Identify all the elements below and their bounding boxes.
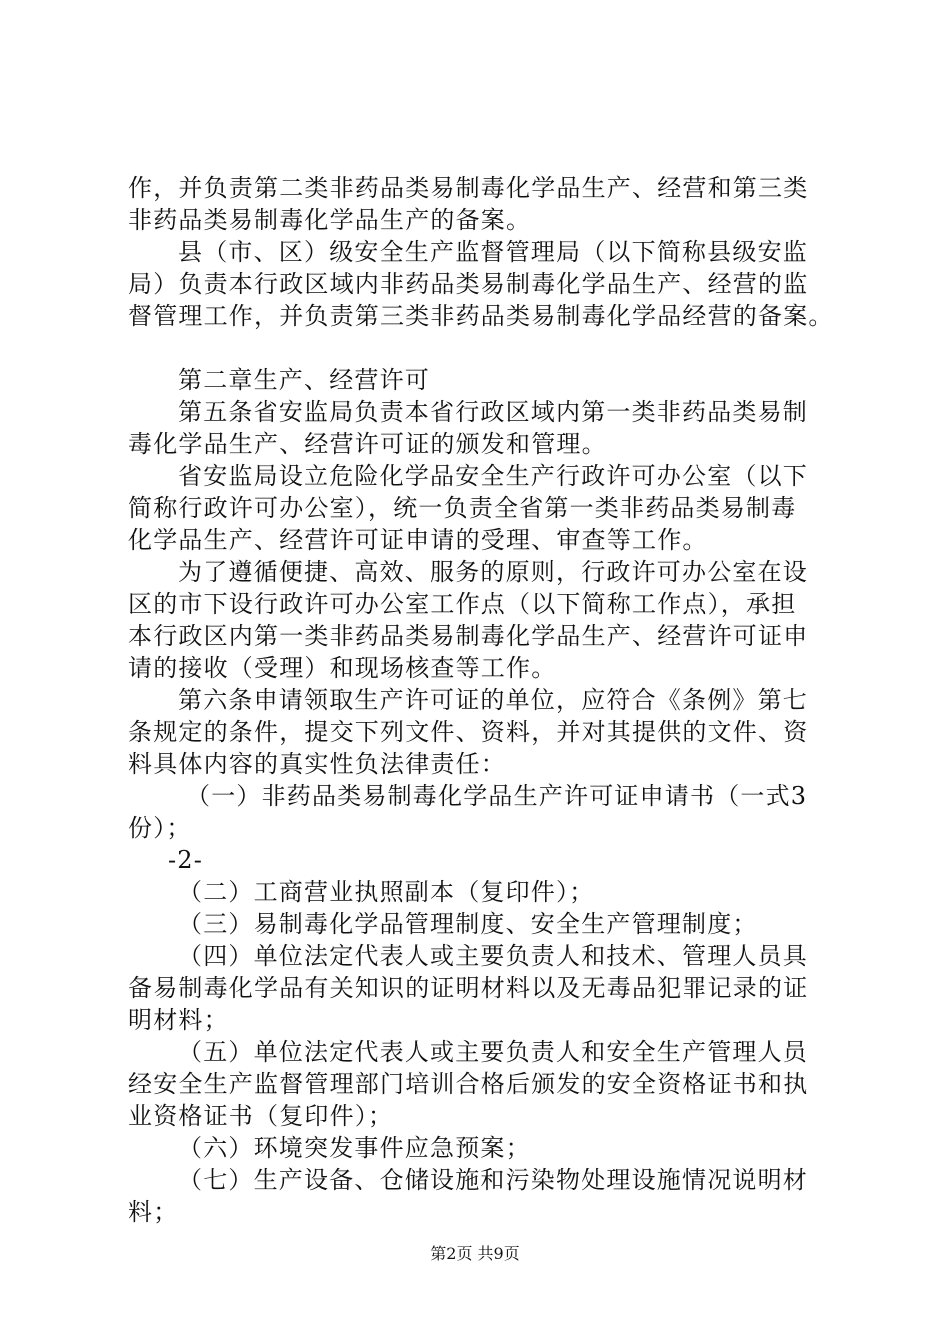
blank-line xyxy=(128,332,828,364)
article-6-start: 第六条申请领取生产许可证的单位，应符合《条例》第七 xyxy=(178,686,808,714)
text-line: 毒化学品生产、经营许可证的颁发和管理。 xyxy=(128,430,607,458)
article-5-start: 第五条省安监局负责本省行政区域内第一类非药品类易制 xyxy=(178,398,808,426)
list-item-1: （一）非药品类易制毒化学品生产许可证申请书（一式3 xyxy=(186,782,808,810)
list-item-7: （七）生产设备、仓储设施和污染物处理设施情况说明材 xyxy=(178,1166,808,1194)
list-item-5: （五）单位法定代表人或主要负责人和安全生产管理人员 xyxy=(178,1038,808,1066)
text-line: 备易制毒化学品有关知识的证明材料以及无毒品犯罪记录的证 xyxy=(128,974,809,1002)
paragraph-start: 县（市、区）级安全生产监督管理局（以下简称县级安监 xyxy=(178,238,808,266)
document-body xyxy=(128,172,834,1228)
paragraph-start: 为了遵循便捷、高效、服务的原则，行政许可办公室在设 xyxy=(178,558,808,586)
text-line: 作，并负责第二类非药品类易制毒化学品生产、经营和第三类 xyxy=(128,174,809,202)
text-line: 料； xyxy=(128,1198,179,1226)
text-line: 份）； xyxy=(128,814,192,842)
text-line: 条规定的条件，提交下列文件、资料，并对其提供的文件、资 xyxy=(128,718,809,746)
text-line: 经安全生产监督管理部门培训合格后颁发的安全资格证书和执 xyxy=(128,1070,809,1098)
list-item-2: （二）工商营业执照副本（复印件）； xyxy=(178,878,595,906)
list-item-3: （三）易制毒化学品管理制度、安全生产管理制度； xyxy=(178,910,758,938)
text-line: 请的接收（受理）和现场核查等工作。 xyxy=(128,654,557,682)
text-line: 料具体内容的真实性负法律责任： xyxy=(128,750,506,778)
list-item-6: （六）环境突发事件应急预案； xyxy=(178,1134,531,1162)
text-line: 督管理工作，并负责第三类非药品类易制毒化学品经营的备案。 xyxy=(128,302,834,330)
chapter-heading: 第二章生产、经营许可 xyxy=(178,366,430,394)
paragraph-start: 省安监局设立危险化学品安全生产行政许可办公室（以下 xyxy=(178,462,808,490)
text-line: 明材料； xyxy=(128,1006,229,1034)
text-line: 化学品生产、经营许可证申请的受理、审查等工作。 xyxy=(128,526,708,554)
text-line: 非药品类易制毒化学品生产的备案。 xyxy=(128,206,532,234)
inline-page-number: -2- xyxy=(168,846,204,874)
page-footer: 第2页 共9页 xyxy=(430,1244,520,1263)
text-line: 区的市下设行政许可办公室工作点（以下简称工作点），承担 xyxy=(128,590,797,618)
text-line: 业资格证书（复印件）； xyxy=(128,1102,394,1130)
text-line: 本行政区内第一类非药品类易制毒化学品生产、经营许可证申 xyxy=(128,622,809,650)
list-item-4: （四）单位法定代表人或主要负责人和技术、管理人员具 xyxy=(178,942,808,970)
text-line: 局）负责本行政区域内非药品类易制毒化学品生产、经营的监 xyxy=(128,270,809,298)
text-line: 简称行政许可办公室），统一负责全省第一类非药品类易制毒 xyxy=(128,494,797,522)
